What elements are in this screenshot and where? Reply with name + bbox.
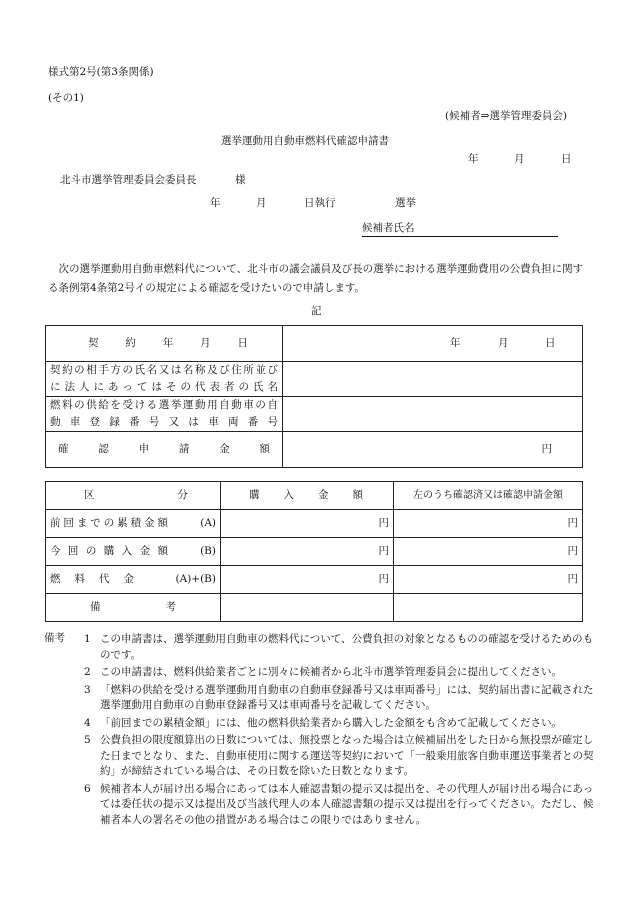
request-statement: 次の選挙運動用自動車燃料代について、北斗市の議会議員及び長の選挙における選挙運動費用の公費負担に関する条例第4条第2号イの規定による確認を受けたいので申請します。 (48, 263, 584, 294)
note-number: 3 (84, 683, 91, 696)
table-row (46, 510, 583, 538)
form-number: 様式第2号(第3条関係) (48, 66, 154, 78)
date-day: 日 (561, 153, 572, 165)
requested-amount-label (46, 432, 283, 468)
form-part: (その1) (48, 92, 84, 104)
note-text: この申請書は、燃料供給業者ごとに別々に候補者から北斗市選挙管理委員会に提出してください。 (100, 666, 562, 678)
fuel-total-text: 燃料代金 (50, 572, 134, 585)
counterparty-value[interactable] (283, 362, 583, 397)
candidate-name-line[interactable] (362, 222, 558, 237)
header-category-text: 区分 (84, 488, 188, 501)
header-purchase-amount (221, 482, 394, 510)
prev-cumulative-confirmed[interactable] (394, 510, 583, 538)
row-current-purchase-label (46, 538, 221, 566)
current-purchase-code: (B) (200, 544, 216, 557)
vehicle-number-label (46, 397, 283, 432)
yen-unit: 円 (567, 572, 578, 585)
note-item (44, 683, 594, 714)
note-item (44, 665, 594, 681)
remarks-text: 備考 (90, 600, 176, 613)
election-name: 選挙 (395, 197, 416, 209)
document-title: 選挙運動用自動車燃料代確認申請書 (221, 135, 389, 147)
row-remarks-label (46, 594, 221, 622)
table-row (46, 397, 583, 432)
date-year: 年 (468, 153, 479, 165)
election-year: 年 (210, 197, 221, 209)
yen-unit: 円 (378, 516, 389, 529)
table-row (46, 538, 583, 566)
note-item (44, 782, 594, 829)
table-row (46, 326, 583, 362)
yen-unit: 円 (541, 442, 552, 455)
contract-day: 日 (545, 336, 556, 349)
note-item (44, 716, 594, 732)
note-number: 5 (84, 734, 91, 746)
candidate-name-label: 候補者氏名 (362, 222, 415, 234)
election-held-day: 日執行 (304, 197, 336, 209)
requested-amount-value[interactable] (283, 432, 583, 468)
counterparty-label-line2: に法人にあってはその代表者の氏名 (50, 381, 278, 393)
note-text: 候補者本人が届け出る場合にあっては本人確認書類の提示又は提出を、その代理人が届け出る場合にあっては委任状の提示又は提出及び当該代理人の本人確認書類の提示又は提出を行ってください。ただし、候補者本人の署名その他の措置がある場合はこの限りではありません。 (100, 782, 594, 826)
note-number: 6 (84, 782, 91, 795)
current-purchase-confirmed[interactable] (394, 538, 583, 566)
prev-cumulative-purchase[interactable] (221, 510, 394, 538)
notes-heading: 備考 (44, 632, 65, 644)
yen-unit: 円 (378, 544, 389, 557)
requested-amount-label-text: 確認申請金額 (58, 442, 270, 455)
fuel-total-confirmed[interactable] (394, 566, 583, 594)
notes-section (44, 632, 594, 830)
note-item (44, 632, 594, 663)
header-confirmed-amount: 左のうち確認済又は確認申請金額 (394, 482, 583, 510)
contract-date-label-text: 契約年月日 (88, 336, 248, 349)
yen-unit: 円 (567, 544, 578, 557)
ki-heading: 記 (311, 305, 322, 317)
header-purchase-amount-text: 購入金額 (249, 488, 363, 501)
table-row (46, 362, 583, 397)
contract-year: 年 (450, 336, 461, 349)
remarks-value-1[interactable] (221, 594, 394, 622)
amount-table (45, 481, 583, 622)
routing-note: (候補者⇒選挙管理委員会) (445, 110, 567, 122)
election-month: 月 (256, 197, 267, 209)
yen-unit: 円 (567, 516, 578, 529)
contract-date-label (46, 326, 283, 362)
fuel-total-code: (A)+(B) (175, 572, 216, 585)
table-row (46, 594, 583, 622)
fuel-total-purchase[interactable] (221, 566, 394, 594)
note-text: 公費負担の限度額算出の日数については、無投票となった場合は立候補届出をした日から無投票が確定した日までとなり、また、自動車使用に関する運送等契約において「一般乗用旅客自動車運送事業者との契約」が締結されている場合は、その日数を除いた日数となります。 (100, 734, 594, 777)
contract-date-value[interactable] (283, 326, 583, 362)
row-prev-cumulative-label (46, 510, 221, 538)
header-category (46, 482, 221, 510)
current-purchase-text: 今回の購入金額 (50, 544, 168, 557)
counterparty-label (46, 362, 283, 397)
note-text: 「前回までの累積金額」には、他の燃料供給業者から購入した金額をも含めて記載してください。 (100, 716, 562, 729)
prev-cumulative-code: (A) (200, 516, 216, 529)
note-item (44, 733, 594, 780)
remarks-value-2[interactable] (394, 594, 583, 622)
vehicle-number-label-line1: 燃料の供給を受ける選挙運動用自動車の自 (50, 399, 278, 411)
vehicle-number-label-line2: 動車登録番号又は車両番号 (50, 416, 278, 428)
date-month: 月 (514, 153, 525, 165)
note-text: この申請書は、選挙運動用自動車の燃料代について、公費負担の対象となるものの確認を受けるためのものです。 (100, 633, 594, 661)
addressee-name: 北斗市選挙管理委員会委員長 (60, 174, 197, 186)
contract-table (45, 325, 583, 468)
addressee-honorific: 様 (235, 174, 246, 186)
table-row (46, 432, 583, 468)
note-number: 2 (84, 666, 91, 678)
vehicle-number-value[interactable] (283, 397, 583, 432)
note-text: 「燃料の供給を受ける選挙運動用自動車の自動車登録番号又は車両番号」には、契約届出書に記載された選挙運動用自動車の自動車登録番号又は車両番号を記載してください。 (100, 683, 594, 711)
yen-unit: 円 (378, 572, 389, 585)
contract-month: 月 (498, 336, 509, 349)
note-number: 4 (84, 716, 91, 729)
prev-cumulative-text: 前回までの累積金額 (50, 516, 168, 529)
note-number: 1 (84, 633, 91, 645)
current-purchase-amount[interactable] (221, 538, 394, 566)
row-fuel-total-label (46, 566, 221, 594)
table-row (46, 566, 583, 594)
counterparty-label-line1: 契約の相手方の氏名又は名称及び住所並び (50, 364, 278, 376)
table-row (46, 482, 583, 510)
